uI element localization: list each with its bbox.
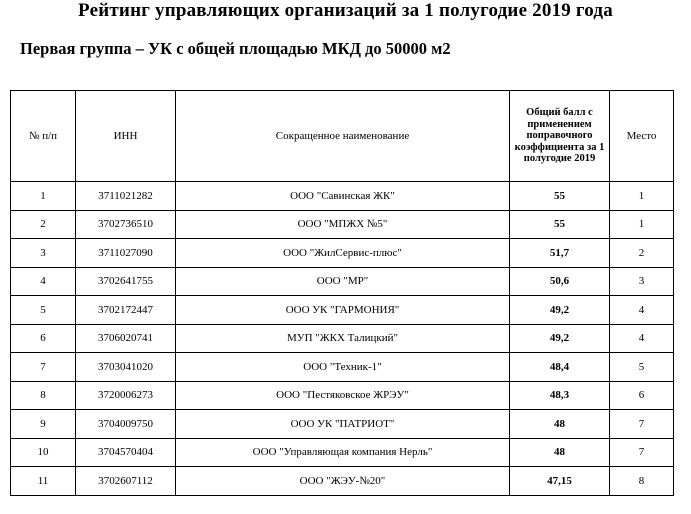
cell-inn: 3702736510	[76, 210, 176, 239]
table-row	[11, 210, 674, 239]
cell-name: МУП "ЖКХ Талицкий"	[176, 324, 510, 353]
group-subtitle: Первая группа – УК с общей площадью МКД до 50000 м2	[20, 39, 451, 58]
cell-place: 2	[610, 239, 674, 268]
cell-inn: 3703041020	[76, 353, 176, 382]
cell-score: 47,15	[510, 467, 610, 496]
cell-score: 55	[510, 210, 610, 239]
cell-name: ООО "МР"	[176, 267, 510, 296]
cell-num: 3	[11, 239, 76, 268]
cell-score: 49,2	[510, 296, 610, 325]
cell-name: ООО "Пестяковское ЖРЭУ"	[176, 381, 510, 410]
rating-table	[10, 90, 674, 496]
table-body	[11, 182, 674, 496]
cell-num: 9	[11, 410, 76, 439]
cell-place: 1	[610, 210, 674, 239]
table-row	[11, 267, 674, 296]
table-header-row	[11, 91, 674, 182]
cell-place: 8	[610, 467, 674, 496]
cell-name: ООО "Управляющая компания Нерль"	[176, 438, 510, 467]
table-row	[11, 182, 674, 211]
cell-score: 48,4	[510, 353, 610, 382]
cell-name: ООО УК "ГАРМОНИЯ"	[176, 296, 510, 325]
cell-num: 4	[11, 267, 76, 296]
table-row	[11, 438, 674, 467]
header-inn: ИНН	[76, 91, 176, 182]
header-place: Место	[610, 91, 674, 182]
table-row	[11, 467, 674, 496]
cell-score: 50,6	[510, 267, 610, 296]
cell-inn: 3702172447	[76, 296, 176, 325]
cell-score: 51,7	[510, 239, 610, 268]
cell-inn: 3702607112	[76, 467, 176, 496]
cell-place: 5	[610, 353, 674, 382]
cell-num: 11	[11, 467, 76, 496]
table-row	[11, 239, 674, 268]
cell-name: ООО УК "ПАТРИОТ"	[176, 410, 510, 439]
cell-num: 10	[11, 438, 76, 467]
cell-score: 49,2	[510, 324, 610, 353]
cell-name: ООО "Савинская ЖК"	[176, 182, 510, 211]
cell-num: 5	[11, 296, 76, 325]
cell-place: 4	[610, 296, 674, 325]
table-row	[11, 353, 674, 382]
cell-name: ООО "МПЖХ №5"	[176, 210, 510, 239]
table-row	[11, 381, 674, 410]
table-row	[11, 296, 674, 325]
cell-num: 8	[11, 381, 76, 410]
table-row	[11, 324, 674, 353]
cell-inn: 3706020741	[76, 324, 176, 353]
header-score: Общий балл с применением поправочного коэффициента за 1 полугодие 2019	[510, 91, 610, 182]
cell-score: 48	[510, 410, 610, 439]
cell-place: 6	[610, 381, 674, 410]
cell-num: 2	[11, 210, 76, 239]
cell-score: 48,3	[510, 381, 610, 410]
cell-place: 4	[610, 324, 674, 353]
cell-place: 1	[610, 182, 674, 211]
header-name: Сокращенное наименование	[176, 91, 510, 182]
document-title: Рейтинг управляющих организаций за 1 полугодие 2019 года	[78, 0, 613, 21]
cell-inn: 3704009750	[76, 410, 176, 439]
cell-place: 7	[610, 410, 674, 439]
cell-num: 7	[11, 353, 76, 382]
cell-inn: 3704570404	[76, 438, 176, 467]
cell-inn: 3702641755	[76, 267, 176, 296]
cell-score: 55	[510, 182, 610, 211]
cell-inn: 3711021282	[76, 182, 176, 211]
cell-place: 7	[610, 438, 674, 467]
cell-place: 3	[610, 267, 674, 296]
cell-score: 48	[510, 438, 610, 467]
cell-inn: 3720006273	[76, 381, 176, 410]
table-row	[11, 410, 674, 439]
cell-num: 6	[11, 324, 76, 353]
cell-inn: 3711027090	[76, 239, 176, 268]
cell-num: 1	[11, 182, 76, 211]
cell-name: ООО "ЖЭУ-№20"	[176, 467, 510, 496]
cell-name: ООО "ЖилСервис-плюс"	[176, 239, 510, 268]
header-num: № п/п	[11, 91, 76, 182]
cell-name: ООО "Техник-1"	[176, 353, 510, 382]
